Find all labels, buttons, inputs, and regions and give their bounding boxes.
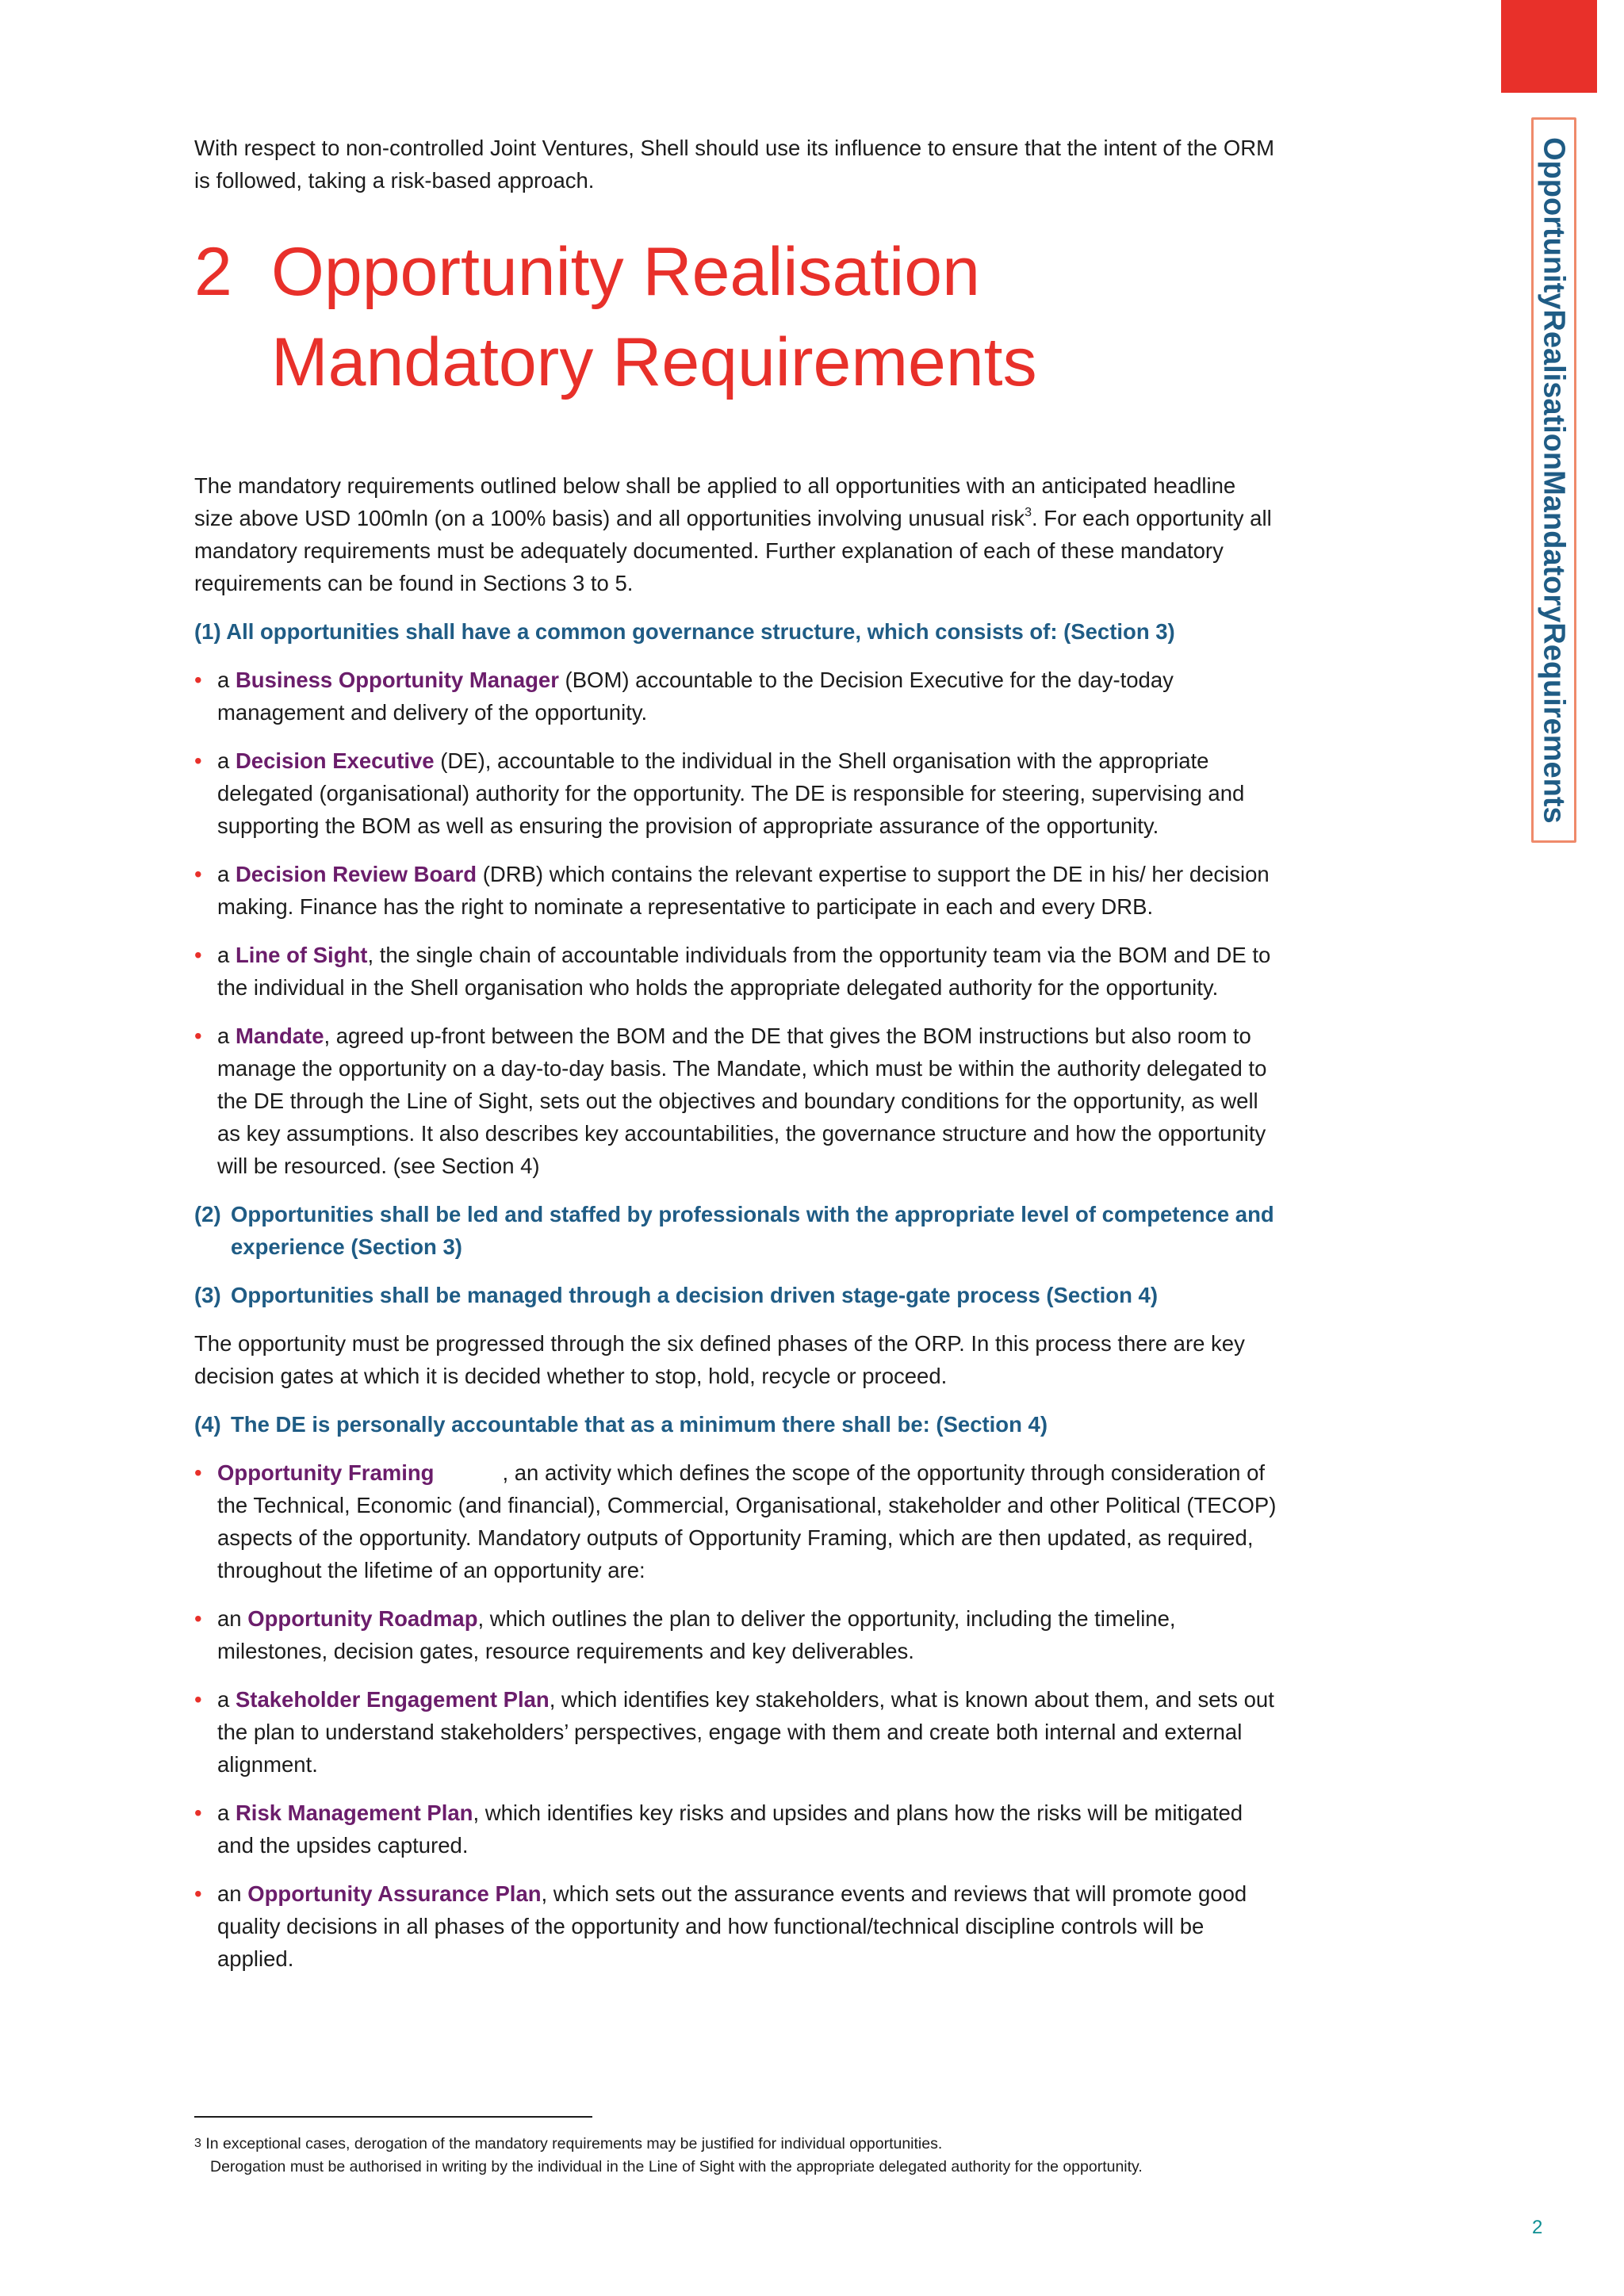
bullet-icon: • <box>194 1800 202 1825</box>
footnote-line1 <box>194 2133 1241 2156</box>
side-tab-label: OpportunityRealisationMandatoryRequirements <box>1537 136 1571 824</box>
bullet-icon: • <box>194 1460 202 1485</box>
section2-heading-text: Opportunities shall be led and staffed by professionals with the appropriate level of competence and experience (Section 3) <box>231 1202 1274 1259</box>
section-title-number: 2 <box>194 234 232 310</box>
bullet-icon: • <box>194 1687 202 1712</box>
section1-list <box>194 664 1277 1182</box>
list-item-term: Business Opportunity Manager <box>235 668 559 692</box>
section1-heading-text: (1) All opportunities shall have a common governance structure, which consists of: (Section 3) <box>194 619 1175 644</box>
corner-color-block <box>1501 0 1597 93</box>
section2-heading <box>194 1198 1277 1263</box>
section4-heading-text: The DE is personally accountable that as a minimum there shall be: (Section 4) <box>231 1412 1048 1437</box>
footnote <box>194 2133 1241 2179</box>
page-content <box>194 132 1277 1991</box>
section-title <box>194 227 1277 408</box>
section1-heading <box>194 615 1277 648</box>
section3-heading <box>194 1279 1277 1311</box>
list-item-prefix: an <box>217 1881 248 1906</box>
list-item-term: Decision Review Board <box>235 862 477 886</box>
section-title-text <box>271 227 1037 408</box>
list-item-text: , an activity which defines the scope of the opportunity through consideration of the Technical, Economic (and financial), Commercial, Organisational, stakeholder and other Political (TECOP) aspects of the opportunity. Mandatory outputs of Opportunity Framing, which are then updated, as required, throughout the lifetime of an opportunity are: <box>217 1460 1277 1582</box>
list-item <box>194 1797 1277 1862</box>
footnote-line2: Derogation must be authorised in writing by the individual in the Line of Sight with the appropriate delegated authority for the opportunity. <box>210 2158 1143 2175</box>
section-title-line2: Mandatory Requirements <box>271 324 1037 400</box>
bullet-icon: • <box>194 943 202 967</box>
list-item-prefix: a <box>217 943 236 967</box>
list-item <box>194 1683 1277 1781</box>
list-item <box>194 1877 1277 1975</box>
list-item-text: , which identifies key stakeholders, what is known about them, and sets out the plan to understand stakeholders’ perspectives, engage with them and create both internal and external alignment. <box>217 1687 1274 1777</box>
list-item-term: Mandate <box>235 1024 324 1048</box>
list-item-term: Line of Sight <box>235 943 368 967</box>
section-title-line1: Opportunity Realisation <box>271 234 980 310</box>
bullet-icon: • <box>194 1881 202 1906</box>
list-item-prefix: a <box>217 1800 236 1825</box>
list-item <box>194 1020 1277 1182</box>
lead-paragraph-part2: . For each opportunity all mandatory requirements must be adequately documented. Further explanation of each of these mandatory requirements can be found in Sections 3 to 5. <box>194 506 1272 595</box>
list-item-text: , agreed up-front between the BOM and the DE that gives the BOM instructions but also room to manage the opportunity on a day-to-day basis. The Mandate, which must be within the authority delegated to the DE through the Line of Sight, sets out the objectives and boundary conditions for the opportunity, as well as key assumptions. It also describes key accountabilities, the governance structure and how the opportunity will be resourced. (see Section 4) <box>217 1024 1267 1178</box>
list-item-text: (DRB) which contains the relevant expertise to support the DE in his/ her decision making. Finance has the right to nominate a representative to participate in each and every DRB. <box>217 862 1270 919</box>
list-item-term: Opportunity Assurance Plan <box>247 1881 542 1906</box>
lead-paragraph <box>194 469 1277 599</box>
intro-paragraph: With respect to non-controlled Joint Ventures, Shell should use its influence to ensure that the intent of the ORM is followed, taking a risk-based approach. <box>194 136 1275 193</box>
list-item <box>194 1602 1277 1667</box>
list-item-prefix: an <box>217 1606 248 1631</box>
lead-paragraph-part1: The mandatory requirements outlined below shall be applied to all opportunities with an anticipated headline size above USD 100mln (on a 100% basis) and all opportunities involving unusual risk <box>194 473 1236 530</box>
section4-list <box>194 1456 1277 1975</box>
list-item-text: , which sets out the assurance events and reviews that will promote good quality decisions in all phases of the opportunity and how functional/technical discipline controls will be applied. <box>217 1881 1247 1971</box>
list-item-text: (DE), accountable to the individual in the Shell organisation with the appropriate delegated (organisational) authority for the opportunity. The DE is responsible for steering, supervising and supporting the BOM as well as ensuring the provision of appropriate assurance of the opportunity. <box>217 748 1245 838</box>
bullet-icon: • <box>194 862 202 886</box>
list-item-term: Opportunity Roadmap <box>247 1606 478 1631</box>
list-item <box>194 744 1277 842</box>
page-number: 2 <box>1532 2217 1543 2238</box>
list-item-text: , which outlines the plan to deliver the opportunity, including the timeline, milestones, decision gates, resource requirements and key deliverables. <box>217 1606 1176 1663</box>
section3-body: The opportunity must be progressed through the six defined phases of the ORP. In this process there are key decision gates at which it is decided whether to stop, hold, recycle or proceed. <box>194 1331 1245 1388</box>
list-item-prefix: a <box>217 1024 236 1048</box>
side-section-tab <box>1531 117 1576 843</box>
list-item <box>194 858 1277 923</box>
list-item-text: , the single chain of accountable individuals from the opportunity team via the BOM and DE to the individual in the Shell organisation who holds the appropriate delegated authority for the opportunity. <box>217 943 1271 1000</box>
section3-number: (3) <box>194 1283 221 1307</box>
bullet-icon: • <box>194 748 202 773</box>
list-item-term: Decision Executive <box>235 748 435 773</box>
list-item-term: Stakeholder Engagement Plan <box>235 1687 550 1712</box>
footnote-divider <box>194 2116 592 2118</box>
footnote-reference[interactable]: 3 <box>1025 506 1032 519</box>
bullet-icon: • <box>194 668 202 692</box>
list-item-text: (BOM) accountable to the Decision Executive for the day-today management and delivery of the opportunity. <box>217 668 1174 725</box>
list-item-prefix: a <box>217 1687 236 1712</box>
section4-heading <box>194 1408 1277 1441</box>
list-item-text: , which identifies key risks and upsides and plans how the risks will be mitigated and the upsides captured. <box>217 1800 1243 1858</box>
list-item-prefix: a <box>217 862 236 886</box>
list-item <box>194 1456 1277 1586</box>
section2-number: (2) <box>194 1202 221 1226</box>
list-item-term: Opportunity Framing <box>217 1460 435 1485</box>
bullet-icon: • <box>194 1606 202 1631</box>
section4-number: (4) <box>194 1412 221 1437</box>
list-item-prefix: a <box>217 668 236 692</box>
footnote-line1-text: In exceptional cases, derogation of the mandatory requirements may be justified for individual opportunities. <box>205 2135 943 2152</box>
bullet-icon: • <box>194 1024 202 1048</box>
list-item <box>194 664 1277 729</box>
section3-heading-text: Opportunities shall be managed through a decision driven stage-gate process (Section 4) <box>231 1283 1158 1307</box>
footnote-marker: 3 <box>194 2137 201 2150</box>
list-item <box>194 939 1277 1004</box>
list-item-prefix: a <box>217 748 236 773</box>
list-item-term: Risk Management Plan <box>235 1800 473 1825</box>
